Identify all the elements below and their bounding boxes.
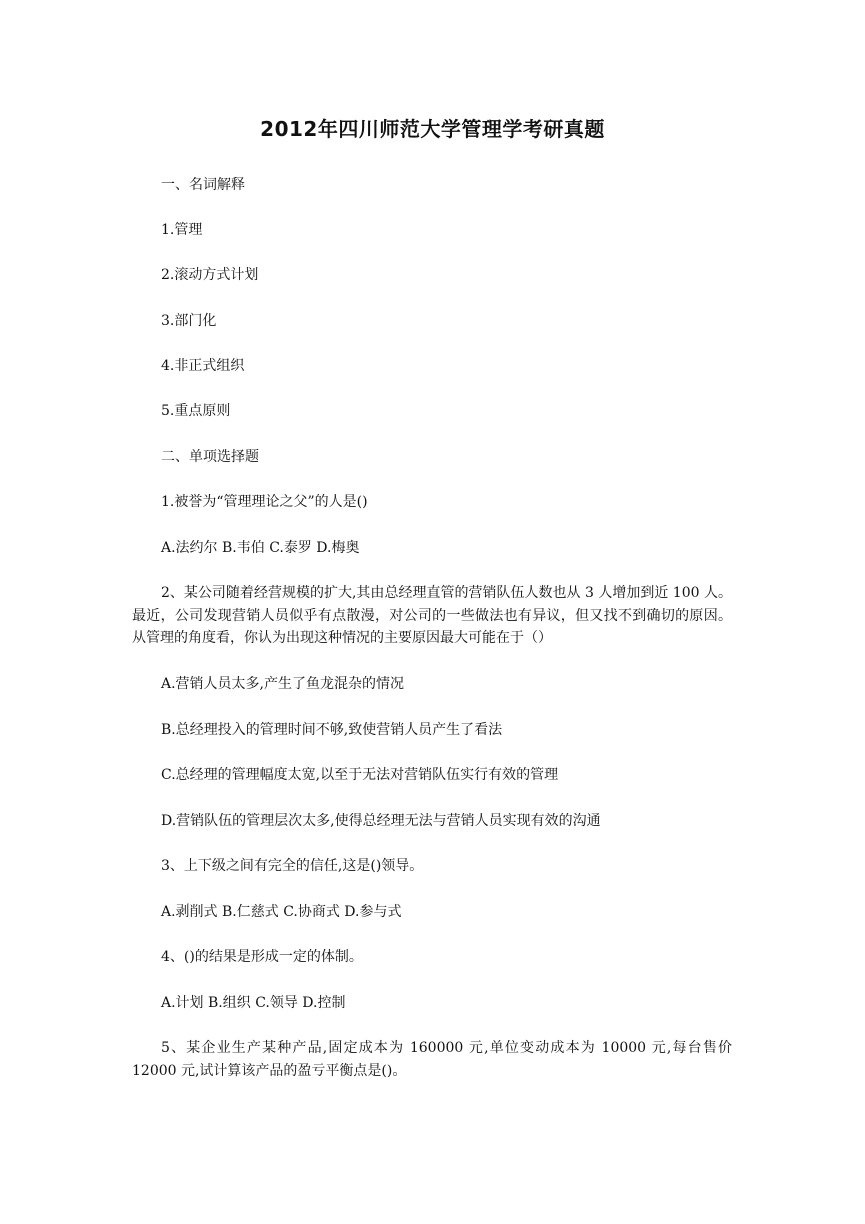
question-3-stem: 3、上下级之间有完全的信任,这是()领导。 — [161, 858, 424, 874]
definition-item-4: 4.非正式组织 — [161, 358, 245, 374]
section-heading-definitions: 一、名词解释 — [161, 177, 245, 193]
document-title: 2012年四川师范大学管理学考研真题 — [260, 117, 605, 141]
question-2-option-a: A.营销人员太多,产生了鱼龙混杂的情况 — [161, 676, 405, 692]
section-heading-choice: 二、单项选择题 — [161, 449, 259, 465]
question-4-stem: 4、()的结果是形成一定的体制。 — [161, 949, 363, 965]
question-5-stem: 5、某企业生产某种产品,固定成本为 160000 元,单位变动成本为 10000 元,每台售价 12000 元,试计算该产品的盈亏平衡点是()。 — [132, 1040, 732, 1079]
question-3-options: A.剥削式 B.仁慈式 C.协商式 D.参与式 — [161, 904, 402, 920]
question-4-options: A.计划 B.组织 C.领导 D.控制 — [161, 995, 346, 1011]
definition-item-3: 3.部门化 — [161, 313, 217, 329]
question-2-option-b: B.总经理投入的管理时间不够,致使营销人员产生了看法 — [161, 722, 503, 738]
question-1-options: A.法约尔 B.韦伯 C.泰罗 D.梅奥 — [161, 540, 360, 556]
question-2-stem: 2、某公司随着经营规模的扩大,其由总经理直管的营销队伍人数也从 3 人增加到近 100 人。最近，公司发现营销人员似乎有点散漫，对公司的一些做法也有异议，但又找不到确切的原因。从管理的角度看，你认为出现这种情况的主要原因最大可能在于（） — [132, 585, 732, 646]
question-2-option-c: C.总经理的管理幅度太宽,以至于无法对营销队伍实行有效的管理 — [161, 767, 559, 783]
definition-item-2: 2.滚动方式计划 — [161, 267, 259, 283]
definition-item-5: 5.重点原则 — [161, 403, 231, 419]
question-2-option-d: D.营销队伍的管理层次太多,使得总经理无法与营销人员实现有效的沟通 — [161, 813, 601, 829]
question-1-stem: 1.被誉为“管理理论之父”的人是() — [161, 494, 368, 510]
definition-item-1: 1.管理 — [161, 222, 203, 238]
